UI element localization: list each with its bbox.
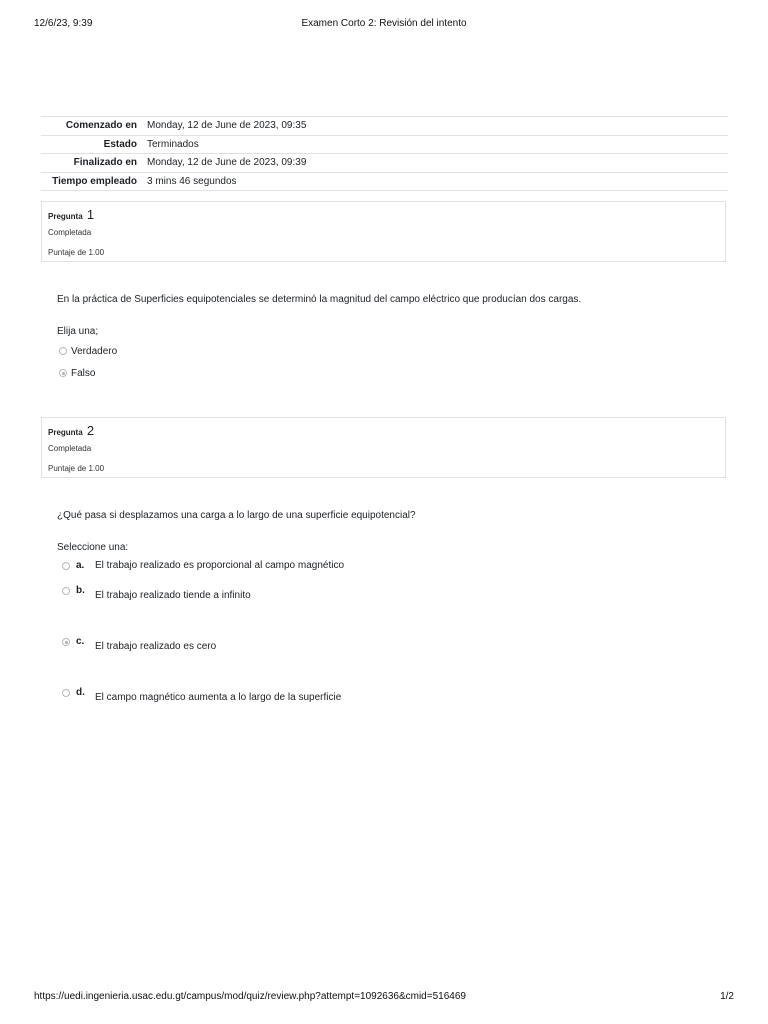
- question-2-prompt: Seleccione una:: [57, 542, 129, 553]
- option-label: El trabajo realizado es proporcional al campo magnético: [95, 560, 345, 571]
- print-page-number: 1/2: [720, 991, 734, 1002]
- option-letter: d.: [76, 687, 85, 698]
- print-page-title: Examen Corto 2: Revisión del intento: [301, 18, 467, 29]
- option-letter: c.: [76, 636, 85, 647]
- summary-row-time-taken: [41, 172, 728, 191]
- radio-verdadero[interactable]: [59, 347, 67, 355]
- summary-value: 3 mins 46 segundos: [143, 172, 728, 191]
- question-1-info: [41, 201, 726, 262]
- option-label: Falso: [71, 368, 96, 379]
- print-url: https://uedi.ingenieria.usac.edu.gt/campus/mod/quiz/review.php?attempt=1092636&cmid=516469: [34, 991, 466, 1002]
- radio-option-b[interactable]: [62, 587, 70, 595]
- print-header: [0, 14, 768, 34]
- radio-falso[interactable]: [59, 369, 67, 377]
- question-state: Completada: [48, 228, 92, 237]
- summary-label: Finalizado en: [41, 154, 143, 173]
- radio-option-a[interactable]: [62, 562, 70, 570]
- summary-label: Tiempo empleado: [41, 172, 143, 191]
- summary-value: Monday, 12 de June de 2023, 09:35: [143, 117, 728, 136]
- radio-option-c[interactable]: [62, 638, 70, 646]
- attempt-summary-table: [41, 116, 728, 191]
- option-label: El trabajo realizado tiende a infinito: [95, 590, 251, 601]
- question-2-text: ¿Qué pasa si desplazamos una carga a lo largo de una superficie equipotencial?: [57, 510, 416, 521]
- option-letter: b.: [76, 585, 85, 596]
- question-grade: Puntaje de 1.00: [48, 248, 105, 257]
- summary-row-state: [41, 135, 728, 154]
- question-number: [48, 207, 94, 222]
- print-footer: [0, 987, 768, 1007]
- question-label: Pregunta: [48, 428, 83, 437]
- question-1-text: En la práctica de Superficies equipotenciales se determinó la magnitud del campo eléctrico que producían dos cargas.: [57, 294, 582, 305]
- summary-label: Comenzado en: [41, 117, 143, 136]
- radio-option-d[interactable]: [62, 689, 70, 697]
- question-number-value: 2: [86, 423, 95, 438]
- question-1-prompt: Elija una;: [57, 326, 99, 337]
- option-label: El trabajo realizado es cero: [95, 641, 217, 652]
- question-2-info: [41, 417, 726, 478]
- summary-row-finished: [41, 154, 728, 173]
- print-datetime: 12/6/23, 9:39: [34, 18, 93, 29]
- option-label: Verdadero: [71, 346, 118, 357]
- question-label: Pregunta: [48, 212, 83, 221]
- question-number: [48, 423, 94, 438]
- option-label: El campo magnético aumenta a lo largo de la superficie: [95, 692, 342, 703]
- question-number-value: 1: [86, 207, 95, 222]
- summary-row-started: [41, 117, 728, 136]
- question-state: Completada: [48, 444, 92, 453]
- option-letter: a.: [76, 560, 85, 571]
- question-grade: Puntaje de 1.00: [48, 464, 105, 473]
- summary-label: Estado: [41, 135, 143, 154]
- summary-value: Monday, 12 de June de 2023, 09:39: [143, 154, 728, 173]
- summary-value: Terminados: [143, 135, 728, 154]
